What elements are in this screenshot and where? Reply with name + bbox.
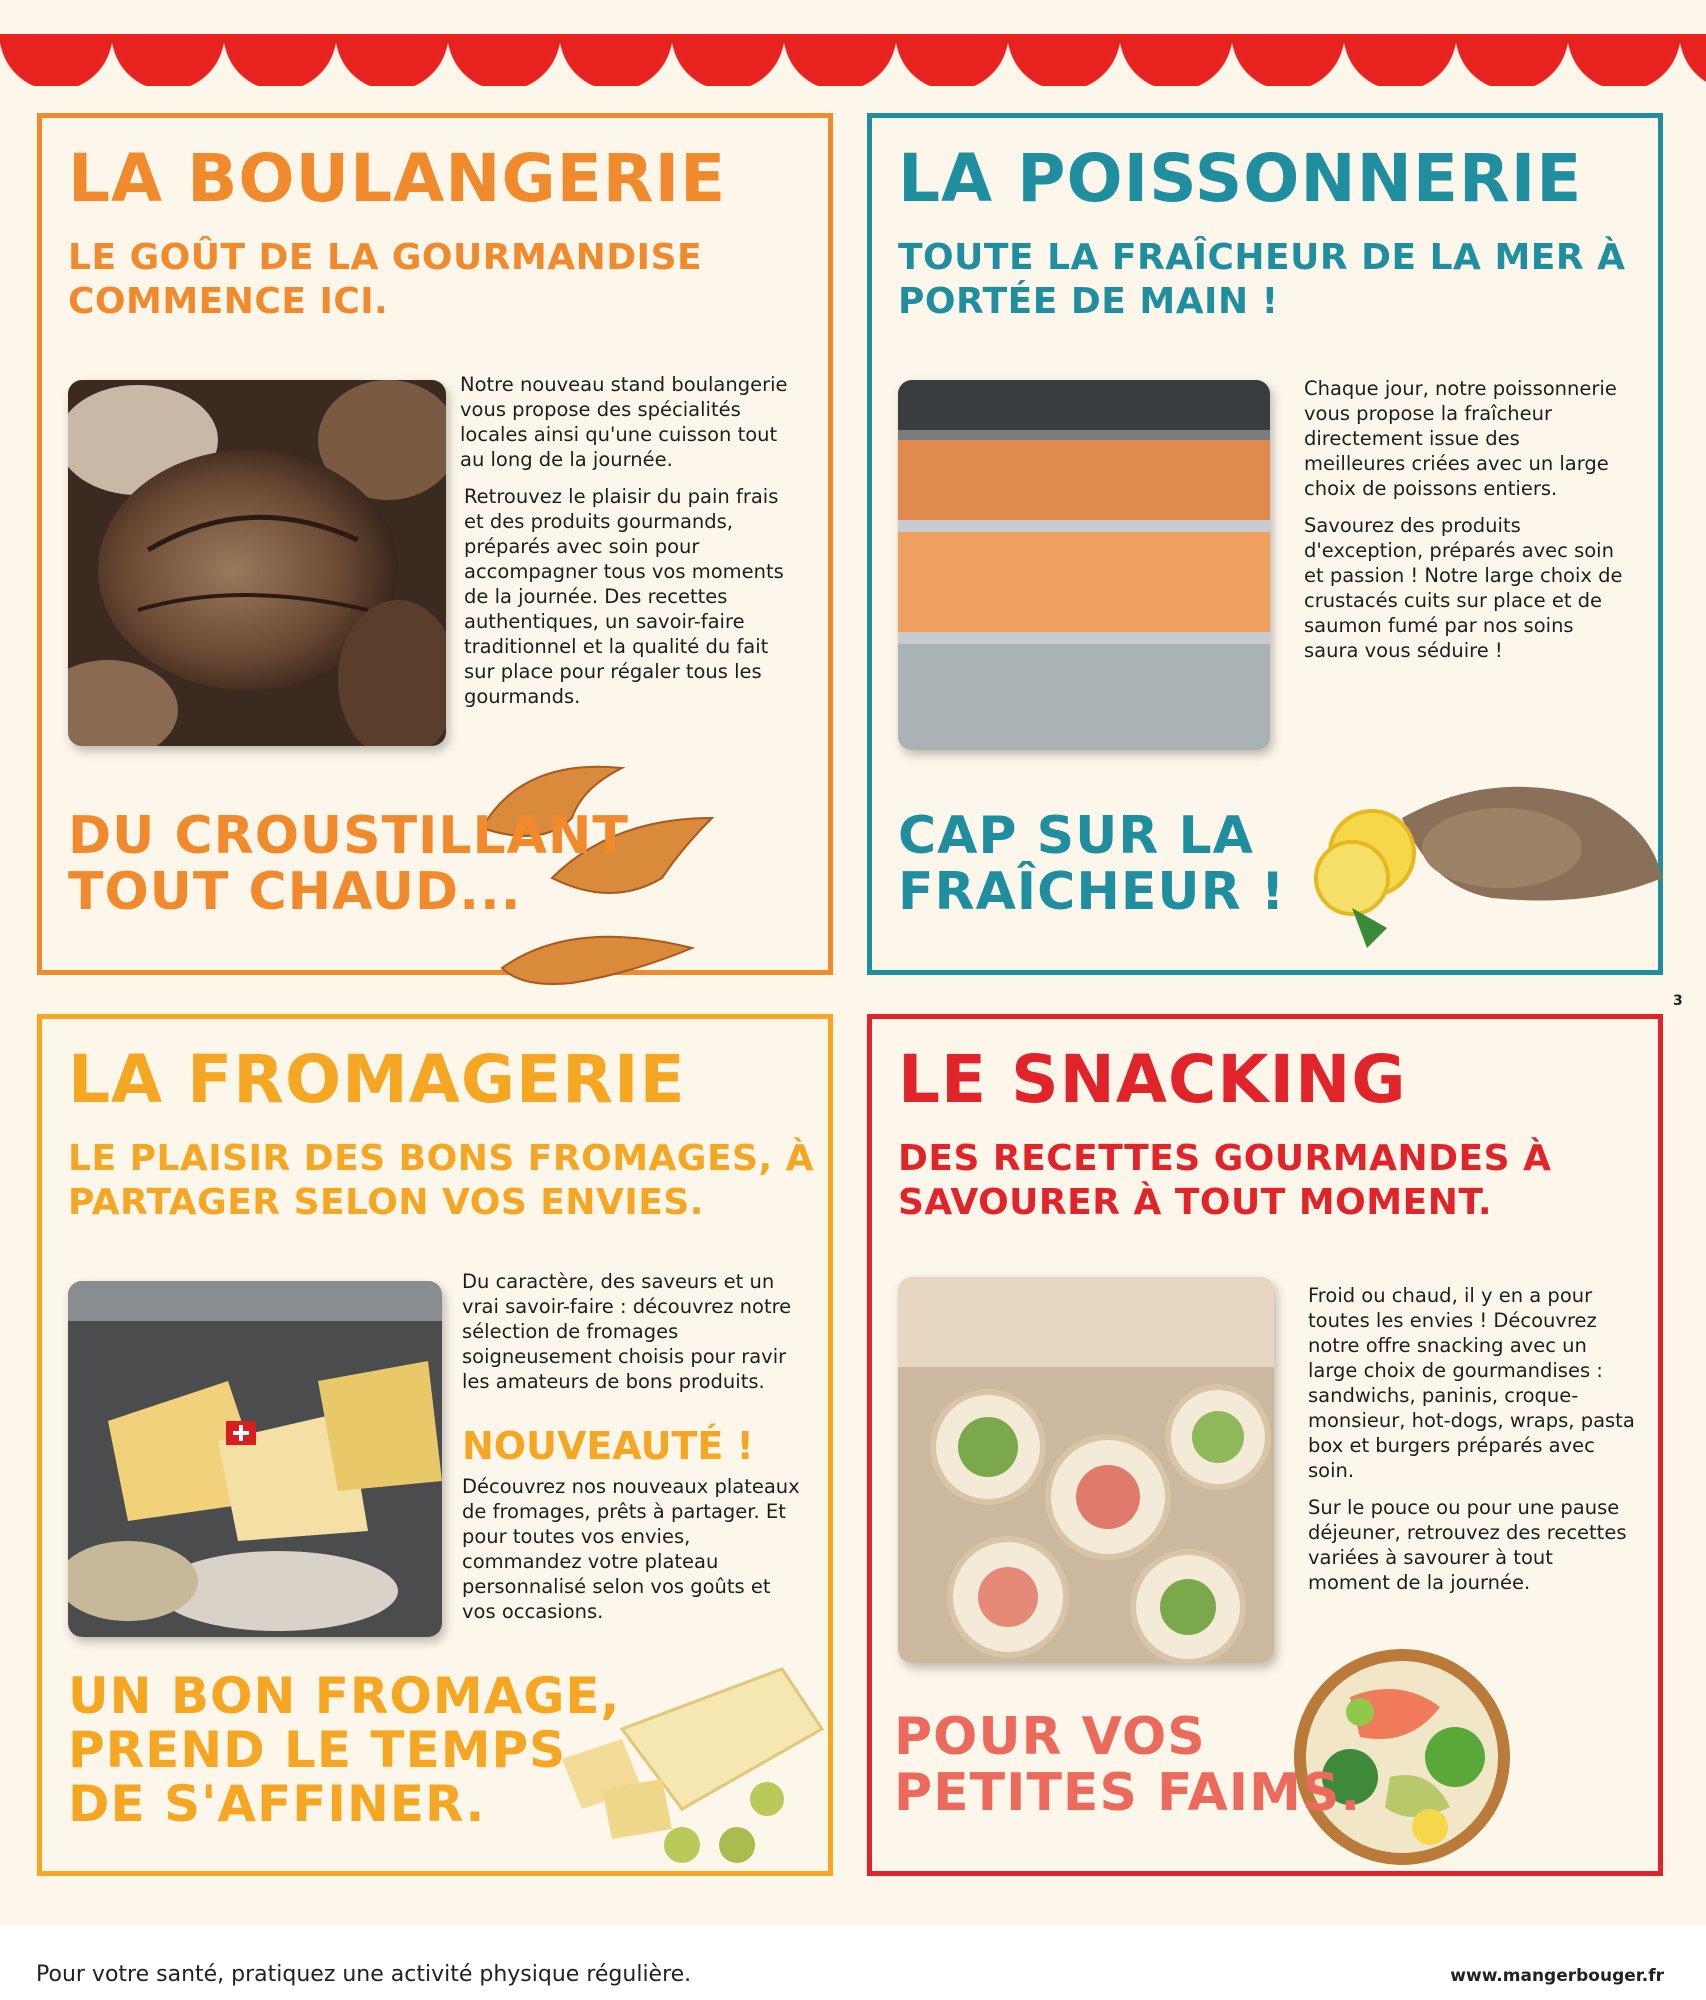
paragraph: Savourez des produits d'exception, préparés avec soin et passion ! Notre large choix de crustacés cuits sur place et de saumon fumé par nos soins saura vous séduire ! bbox=[1304, 514, 1623, 662]
slogan-line: PETITES FAIMS. bbox=[894, 1763, 1362, 1823]
paragraph: Chaque jour, notre poissonnerie vous propose la fraîcheur directement issue des meilleures criées avec un large choix de poissons entiers. bbox=[1304, 377, 1617, 500]
section-body bbox=[1304, 376, 1624, 675]
section-subtitle: LE PLAISIR DES BONS FROMAGES, À PARTAGER SELON VOS ENVIES. bbox=[68, 1138, 815, 1223]
paragraph: Notre nouveau stand boulangerie vous propose des spécialités locales ainsi qu'une cuisson tout au long de la journée. bbox=[460, 373, 788, 471]
section-slogan bbox=[898, 808, 1285, 920]
section-title: LA BOULANGERIE bbox=[68, 140, 727, 217]
section-slogan bbox=[894, 1709, 1361, 1821]
section-subtitle: LE GOÛT DE LA GOURMANDISE COMMENCE ICI. bbox=[68, 237, 703, 322]
page-number: 3 bbox=[1673, 993, 1683, 1009]
footer-link[interactable]: www.mangerbouger.fr bbox=[1450, 1966, 1664, 1986]
paragraph: Froid ou chaud, il y en a pour toutes les envies ! Découvrez notre offre snacking avec un large choix de gourmandises : sandwichs, paninis, croque-monsieur, hot-dogs, wraps, pasta box et burgers préparés avec soin. bbox=[1308, 1284, 1635, 1482]
slogan-line: DU CROUSTILLANT bbox=[68, 806, 629, 866]
paragraph: Retrouvez le plaisir du pain frais et des produits gourmands, préparés avec soin pour accompagner tous vos moments de la journée. Des recettes authentiques, un savoir-faire traditionnel et la qualité du fait sur place pour régaler tous les gourmands. bbox=[464, 485, 784, 708]
bread-photo bbox=[68, 380, 446, 746]
section-subtitle: TOUTE LA FRAÎCHEUR DE LA MER À PORTÉE DE MAIN ! bbox=[898, 237, 1626, 322]
section-slogan bbox=[68, 808, 629, 920]
slogan-line: DE S'AFFINER. bbox=[68, 1775, 486, 1833]
slogan-line: CAP SUR LA bbox=[898, 806, 1254, 866]
wraps-photo bbox=[898, 1277, 1274, 1663]
slogan-line: TOUT CHAUD... bbox=[68, 862, 522, 922]
paragraph: Du caractère, des saveurs et un vrai savoir-faire : découvrez notre sélection de fromages soigneusement choisis pour ravir les amateurs de bons produits. bbox=[462, 1270, 792, 1393]
section-snacking bbox=[867, 1014, 1663, 1876]
section-boulangerie bbox=[37, 113, 833, 975]
section-fromagerie bbox=[37, 1014, 833, 1876]
scallop-border bbox=[0, 34, 1706, 86]
section-body bbox=[460, 372, 800, 721]
cheese-photo bbox=[68, 1281, 442, 1637]
section-title: LA FROMAGERIE bbox=[68, 1041, 686, 1118]
slogan-line: FRAÎCHEUR ! bbox=[898, 862, 1286, 922]
section-body bbox=[1308, 1283, 1638, 1607]
shrimp-photo bbox=[898, 380, 1270, 750]
slogan-line: UN BON FROMAGE, bbox=[68, 1667, 621, 1725]
section-slogan bbox=[68, 1669, 621, 1831]
health-message: Pour votre santé, pratiquez une activité physique régulière. bbox=[36, 1962, 692, 1987]
section-body-2 bbox=[462, 1474, 804, 1636]
paragraph: Découvrez nos nouveaux plateaux de fromages, prêts à partager. Et pour toutes vos envies, commandez votre plateau personnalisé selon vos goûts et vos occasions. bbox=[462, 1475, 800, 1623]
slogan-line: PREND LE TEMPS bbox=[68, 1721, 567, 1779]
slogan-line: POUR VOS bbox=[894, 1707, 1206, 1767]
section-poissonnerie bbox=[867, 113, 1663, 975]
new-badge: NOUVEAUTÉ ! bbox=[462, 1424, 754, 1468]
paragraph: Sur le pouce ou pour une pause déjeuner, retrouvez des recettes variées à savourer à tout moment de la journée. bbox=[1308, 1496, 1627, 1594]
section-title: LE SNACKING bbox=[898, 1041, 1407, 1118]
fish-lemon-illustration bbox=[1292, 758, 1662, 973]
section-body bbox=[462, 1269, 804, 1406]
section-title: LA POISSONNERIE bbox=[898, 140, 1583, 217]
section-subtitle: DES RECETTES GOURMANDES À SAVOURER À TOUT MOMENT. bbox=[898, 1138, 1552, 1223]
